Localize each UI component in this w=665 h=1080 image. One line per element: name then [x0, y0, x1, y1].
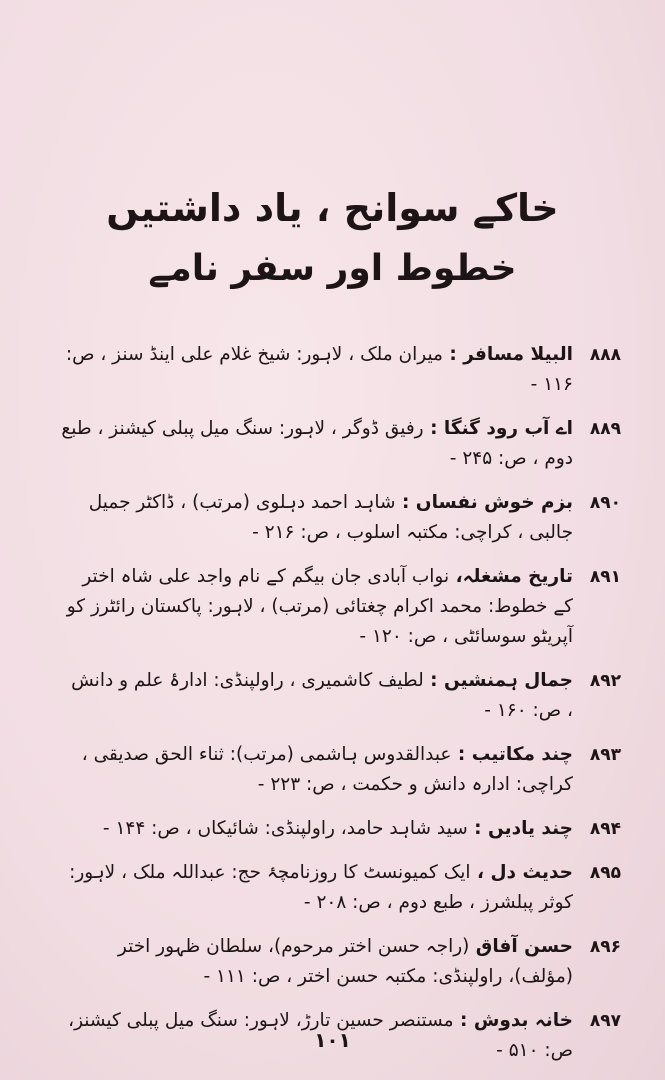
section-heading-line2: خطوط اور سفر نامے [148, 248, 517, 289]
entry-title: تاریخ مشغلہ، [449, 566, 573, 587]
bibliography-entry [60, 666, 621, 726]
bibliography-list [60, 340, 621, 1080]
entry-number: ۸۹۲ [589, 671, 621, 691]
entry-title: بزم خوش نفساں : [395, 492, 573, 513]
entry-number: ۸۹۰ [589, 493, 621, 513]
bibliography-entry [60, 858, 621, 918]
entry-details: لطیف کاشمیری ، راولپنڈی: ادارۂ علم و دانش ، ص: ۱۶۰ - [71, 670, 573, 721]
bibliography-entry [60, 414, 621, 474]
entry-details: شاہد احمد دہلوی (مرتب) ، ڈاکٹر جمیل جالبی ، کراچی: مکتبہ اسلوب ، ص: ۲۱۶ - [88, 492, 573, 543]
entry-details: نواب آبادی جان بیگم کے نام واجد علی شاہ اختر کے خطوط: محمد اکرام چغتائی (مرتب) ، لاہور: پاکستان رائٹرز کو آپریٹو سوسائٹی ، ص: ۱۲۰ - [66, 566, 573, 647]
entry-title: اے آب رود گنگا : [423, 418, 573, 439]
entry-details: ایک کمیونسٹ کا روزنامچۂ حج: عبداللہ ملک ، لاہور: کوثر پبلشرز ، طبع دوم ، ص: ۲۰۸ - [69, 862, 573, 913]
entry-number: ۸۹۴ [589, 819, 621, 839]
entry-title: البیلا مسافر : [442, 344, 573, 365]
entry-details: میران ملک ، لاہور: شیخ غلام علی اینڈ سنز ، ص: ۱۱۶ - [65, 344, 573, 395]
entry-details: عبدالقدوس ہاشمی (مرتب): ثناء الحق صدیقی ، کراچی: ادارہ دانش و حکمت ، ص: ۲۲۳ - [81, 744, 573, 795]
entry-details: رفیق ڈوگر ، لاہور: سنگ میل پبلی کیشنز ، طبع دوم ، ص: ۲۴۵ - [61, 418, 573, 469]
entry-details: (راجہ حسن اختر مرحوم)، سلطان ظہور اختر (مؤلف)، راولپنڈی: مکتبہ حسن اختر ، ص: ۱۱۱ - [117, 936, 573, 987]
entry-number: ۸۹۶ [589, 937, 621, 957]
entry-number: ۸۹۷ [589, 1011, 621, 1031]
entry-details: مستنصر حسین تارڑ، لاہور: سنگ میل پبلی کیشنز، ص: ۵۱۰ - [68, 1010, 573, 1061]
entry-number: ۸۹۳ [589, 745, 621, 765]
bibliography-entry [60, 562, 621, 652]
bibliography-entry [60, 488, 621, 548]
page-number: ۱۰۱ [314, 1028, 351, 1052]
entry-title: چند یادیں : [467, 818, 573, 839]
bibliography-entry [60, 932, 621, 992]
bibliography-entry [60, 340, 621, 400]
section-heading-line1: خاکے سوانح ، یاد داشتیں [106, 186, 559, 230]
entry-title: حسن آفاق [469, 936, 573, 957]
bibliography-entry [60, 814, 621, 844]
entry-number: ۸۹۵ [589, 863, 621, 883]
entry-title: حدیث دل ، [470, 862, 573, 883]
entry-title: جمال ہمنشیں : [423, 670, 573, 691]
entry-number: ۸۸۹ [589, 419, 621, 439]
entry-number: ۸۹۱ [589, 567, 621, 587]
entry-details: سید شاہد حامد، راولپنڈی: شائیکاں ، ص: ۱۴۴ - [102, 818, 468, 839]
entry-title: خانہ بدوش : [453, 1010, 573, 1031]
entry-number: ۸۸۸ [589, 345, 621, 365]
bibliography-entry [60, 740, 621, 800]
entry-title: چند مکاتیب : [451, 744, 573, 765]
